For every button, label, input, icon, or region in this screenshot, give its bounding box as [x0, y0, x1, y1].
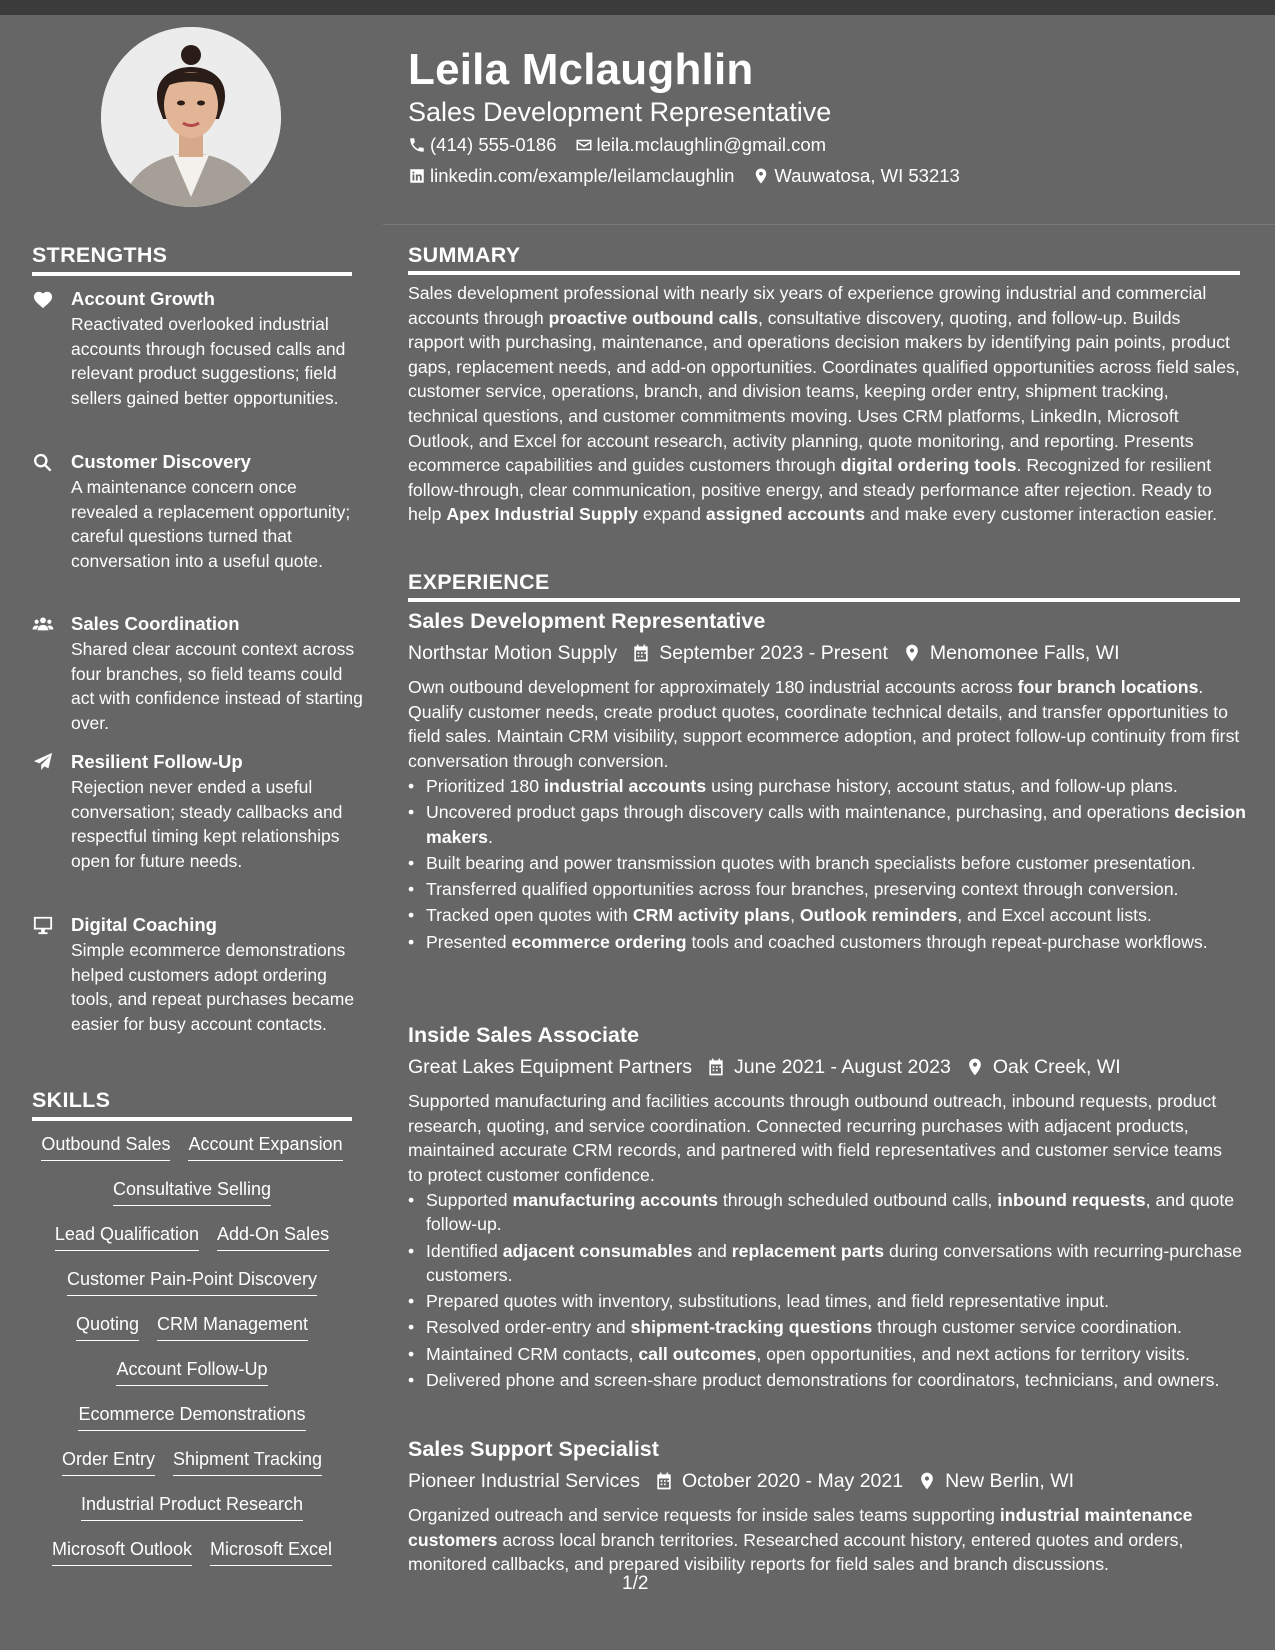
- bold-text: adjacent consumables: [502, 1240, 693, 1261]
- job-location: Menomonee Falls, WI: [929, 642, 1120, 664]
- text-run: Delivered phone and screen-share product demonstrations for coordinators, technicians, and owners.: [426, 1370, 1220, 1391]
- bullet-item: [426, 1368, 1258, 1392]
- strength-title: Digital Coaching: [71, 914, 217, 935]
- skill-row: [32, 1133, 352, 1178]
- strengths-rule: [32, 272, 352, 276]
- job-company: Pioneer Industrial Services: [408, 1470, 640, 1492]
- paper-plane-icon: [32, 752, 54, 772]
- text-run: .: [487, 826, 493, 847]
- skill-tag: Outbound Sales: [41, 1133, 170, 1161]
- envelope-icon: [575, 136, 593, 154]
- strength-description: Reactivated overlooked industrial accounts through focused calls and relevant product suggestions; field sellers gained better opportunities.: [71, 314, 346, 408]
- skill-tag: Quoting: [76, 1313, 139, 1341]
- skill-tag: Microsoft Outlook: [52, 1538, 192, 1566]
- bullet-item: [426, 1289, 1258, 1313]
- skill-row: [32, 1403, 352, 1448]
- experience-rule: [408, 598, 1240, 602]
- bold-text: proactive outbound calls: [548, 307, 758, 328]
- job-meta: [408, 640, 1134, 666]
- text-run: and make every customer interaction easier.: [865, 504, 1218, 525]
- strength-description: Simple ecommerce demonstrations helped customers adopt ordering tools, and repeat purchases became easier for busy account contacts.: [71, 940, 355, 1034]
- text-run: Identified: [426, 1240, 503, 1261]
- calendar-icon: [654, 1471, 674, 1491]
- job-location: New Berlin, WI: [945, 1470, 1075, 1492]
- job-dates: September 2023 - Present: [659, 642, 888, 664]
- strength-item: [32, 450, 362, 600]
- job-description: [408, 1089, 1240, 1187]
- location-contact: [752, 164, 959, 188]
- skill-row: [32, 1178, 352, 1223]
- calendar-icon: [706, 1057, 726, 1077]
- strength-title: Sales Coordination: [71, 613, 240, 634]
- bold-text: call outcomes: [638, 1343, 757, 1364]
- strength-item: [32, 750, 362, 900]
- header-divider: [383, 224, 1275, 225]
- text-run: ,: [790, 905, 800, 926]
- text-run: Sales development professional with nearly six years of experience growing industrial and commercial accounts through: [408, 283, 1207, 328]
- skill-tag: Ecommerce Demonstrations: [78, 1403, 305, 1431]
- bold-text: shipment-tracking questions: [630, 1317, 873, 1338]
- text-run: Tracked open quotes with: [426, 905, 633, 926]
- linkedin-contact[interactable]: [408, 164, 734, 188]
- job-title: Inside Sales Associate: [408, 1023, 640, 1047]
- location-text: Wauwatosa, WI 53213: [774, 165, 960, 186]
- bold-text: inbound requests: [997, 1190, 1146, 1210]
- skill-row: [32, 1223, 352, 1268]
- phone-contact[interactable]: [408, 133, 557, 157]
- skill-row: [32, 1313, 352, 1358]
- text-run: , consultative discovery, quoting, and follow-up. Builds rapport with purchasing, maintenance, and operations decision makers by identifying pain points, product gaps, replacement needs, and add-on opportunities. Coordinates qualified opportunities across field sales, customer service, operations, branch, and division teams, keeping order entry, shipment tracking, technical questions, and customer commitments moving. Uses CRM platforms, LinkedIn, Microsoft Outlook, and Excel for account research, activity planning, quote monitoring, and reporting. Presents ecommerce capabilities and guides customers through: [408, 307, 1240, 476]
- text-run: through customer service coordination.: [872, 1317, 1182, 1338]
- strength-description: Shared clear account context across four branches, so field teams could act with confidence instead of starting over.: [71, 639, 363, 733]
- job-location: Oak Creek, WI: [992, 1056, 1121, 1078]
- bold-text: decision makers: [426, 802, 1246, 847]
- text-run: Own outbound development for approximately 180 industrial accounts across: [408, 677, 1018, 697]
- bold-text: Outlook reminders: [799, 905, 958, 926]
- contact-row-1: [408, 133, 844, 157]
- skill-tag: Customer Pain-Point Discovery: [67, 1268, 317, 1296]
- skill-tag: Consultative Selling: [113, 1178, 271, 1206]
- bullet-item: [426, 1239, 1258, 1288]
- map-marker-icon: [902, 643, 922, 663]
- bold-text: manufacturing accounts: [512, 1190, 718, 1210]
- linkedin-text: linkedin.com/example/leilamclaughlin: [430, 165, 735, 186]
- bullet-item: [426, 1342, 1258, 1366]
- heart-icon: [32, 289, 54, 309]
- text-run: , and Excel account lists.: [957, 905, 1152, 926]
- text-run: Prioritized 180: [426, 776, 544, 796]
- strength-description: A maintenance concern once revealed a replacement opportunity; careful questions turned that conversation into a useful quote.: [71, 477, 351, 571]
- profile-photo: [101, 27, 281, 207]
- text-run: tools and coached customers through repeat-purchase workflows.: [686, 931, 1208, 952]
- bullet-item: [426, 774, 1258, 798]
- job-description: [408, 1503, 1240, 1577]
- bold-text: industrial accounts: [543, 776, 707, 796]
- strength-title: Customer Discovery: [71, 451, 251, 472]
- bold-text: digital ordering tools: [840, 455, 1017, 476]
- map-marker-icon: [965, 1057, 985, 1077]
- skill-tag: CRM Management: [157, 1313, 308, 1341]
- bullet-item: [426, 930, 1258, 954]
- phone-icon: [408, 136, 426, 154]
- skill-tag: Lead Qualification: [55, 1223, 199, 1251]
- page-number: 1/2: [622, 1573, 649, 1594]
- map-marker-icon: [752, 167, 770, 185]
- job-bullets: [408, 774, 1258, 956]
- strength-description: Rejection never ended a useful conversation; steady callbacks and respectful timing kept relationships open for future needs.: [71, 777, 343, 871]
- text-run: , open opportunities, and next actions for territory visits.: [756, 1343, 1190, 1364]
- strengths-heading: STRENGTHS: [32, 243, 168, 267]
- job-title: Sales Development Representative: [408, 609, 766, 633]
- desktop-icon: [32, 915, 54, 935]
- text-run: Maintained CRM contacts,: [426, 1343, 639, 1364]
- text-run: across local branch territories. Researched account history, entered quotes and orders, monitored callbacks, and prepared visibility reports for field sales and branch discussions.: [408, 1529, 1184, 1575]
- candidate-title: Sales Development Representative: [408, 97, 832, 127]
- job-meta: [408, 1054, 1135, 1080]
- email-contact[interactable]: [575, 133, 827, 157]
- text-run: through scheduled outbound calls,: [717, 1190, 998, 1210]
- text-run: . Recognized for resilient follow-through, clear communication, positive energy, and steady performance after rejection. Ready to help: [408, 455, 1212, 525]
- strength-title: Resilient Follow-Up: [71, 751, 243, 772]
- text-run: Presented: [426, 931, 512, 952]
- top-bar: [0, 0, 1275, 15]
- bold-text: Apex Industrial Supply: [446, 504, 639, 525]
- text-run: Built bearing and power transmission quotes with branch specialists before customer presentation.: [426, 852, 1196, 873]
- skill-tag: Account Expansion: [188, 1133, 342, 1161]
- text-run: using purchase history, account status, and follow-up plans.: [706, 776, 1178, 796]
- bold-text: replacement parts: [731, 1240, 885, 1261]
- skills-list: [32, 1133, 352, 1583]
- skill-tag: Shipment Tracking: [173, 1448, 322, 1476]
- job-title: Sales Support Specialist: [408, 1437, 659, 1461]
- job-dates: October 2020 - May 2021: [681, 1470, 904, 1492]
- skill-tag: Industrial Product Research: [81, 1493, 303, 1521]
- bullet-item: [426, 800, 1258, 849]
- strength-item: [32, 287, 362, 437]
- calendar-icon: [631, 643, 651, 663]
- summary-text: [408, 281, 1240, 527]
- skill-row: [32, 1358, 352, 1403]
- phone-text: (414) 555-0186: [430, 134, 557, 155]
- summary-heading: SUMMARY: [408, 243, 521, 267]
- summary-rule: [408, 271, 1240, 275]
- bold-text: ecommerce ordering: [511, 931, 687, 952]
- strength-item: [32, 913, 362, 1063]
- job-company: Great Lakes Equipment Partners: [408, 1056, 692, 1078]
- text-run: and: [692, 1240, 732, 1261]
- text-run: expand: [638, 504, 706, 525]
- search-icon: [32, 452, 54, 472]
- strength-title: Account Growth: [71, 288, 215, 309]
- contact-row-2: [408, 164, 978, 188]
- text-run: Organized outreach and service requests for inside sales teams supporting: [408, 1505, 1000, 1525]
- skill-tag: Account Follow-Up: [116, 1358, 267, 1386]
- skill-tag: Microsoft Excel: [210, 1538, 332, 1566]
- users-icon: [32, 614, 54, 634]
- text-run: Prepared quotes with inventory, substitutions, lead times, and field representative input.: [426, 1291, 1109, 1312]
- strength-item: [32, 612, 362, 737]
- text-run: Uncovered product gaps through discovery calls with maintenance, purchasing, and operations: [426, 802, 1175, 823]
- skill-tag: Order Entry: [62, 1448, 155, 1476]
- job-bullets: [408, 1188, 1258, 1394]
- skills-rule: [32, 1117, 352, 1121]
- bullet-item: [426, 851, 1258, 875]
- text-run: . Qualify customer needs, create product quotes, coordinate technical details, and transfer opportunities to field sales. Maintain CRM visibility, support ecommerce adoption, and protect follow-up continuity from first conversation through conversion.: [408, 677, 1240, 771]
- candidate-name: Leila Mclaughlin: [408, 45, 754, 94]
- bullet-item: [426, 1188, 1258, 1237]
- linkedin-icon: [408, 167, 426, 185]
- bold-text: assigned accounts: [705, 504, 866, 525]
- bullet-item: [426, 877, 1258, 901]
- skill-tag: Add-On Sales: [217, 1223, 329, 1251]
- text-run: during conversations with recurring-purchase customers.: [426, 1240, 1242, 1285]
- bullet-item: [426, 903, 1258, 927]
- skill-row: [32, 1538, 352, 1583]
- text-run: Resolved order-entry and: [426, 1317, 631, 1338]
- skill-row: [32, 1448, 352, 1493]
- text-run: Supported manufacturing and facilities accounts through outbound outreach, inbound requests, product research, quoting, and service coordination. Connected recurring purchases with adjacent products, maintained accurate CRM records, and partnered with field representatives and customer service teams to protect customer confidence.: [408, 1091, 1223, 1185]
- bold-text: industrial maintenance customers: [408, 1505, 1193, 1550]
- skill-row: [32, 1493, 352, 1538]
- experience-heading: EXPERIENCE: [408, 570, 550, 594]
- email-text: leila.mclaughlin@gmail.com: [596, 134, 827, 155]
- bullet-item: [426, 1315, 1258, 1339]
- bold-text: four branch locations: [1017, 677, 1199, 697]
- text-run: , and quote follow-up.: [426, 1190, 1235, 1235]
- text-run: Supported: [426, 1190, 513, 1210]
- map-marker-icon: [917, 1471, 937, 1491]
- skill-row: [32, 1268, 352, 1313]
- job-dates: June 2021 - August 2023: [733, 1056, 951, 1078]
- job-company: Northstar Motion Supply: [408, 642, 618, 664]
- job-description: [408, 675, 1240, 773]
- skills-heading: SKILLS: [32, 1088, 111, 1112]
- bold-text: CRM activity plans: [632, 905, 791, 926]
- job-meta: [408, 1468, 1088, 1494]
- text-run: Transferred qualified opportunities across four branches, preserving context through conversion.: [426, 879, 1179, 900]
